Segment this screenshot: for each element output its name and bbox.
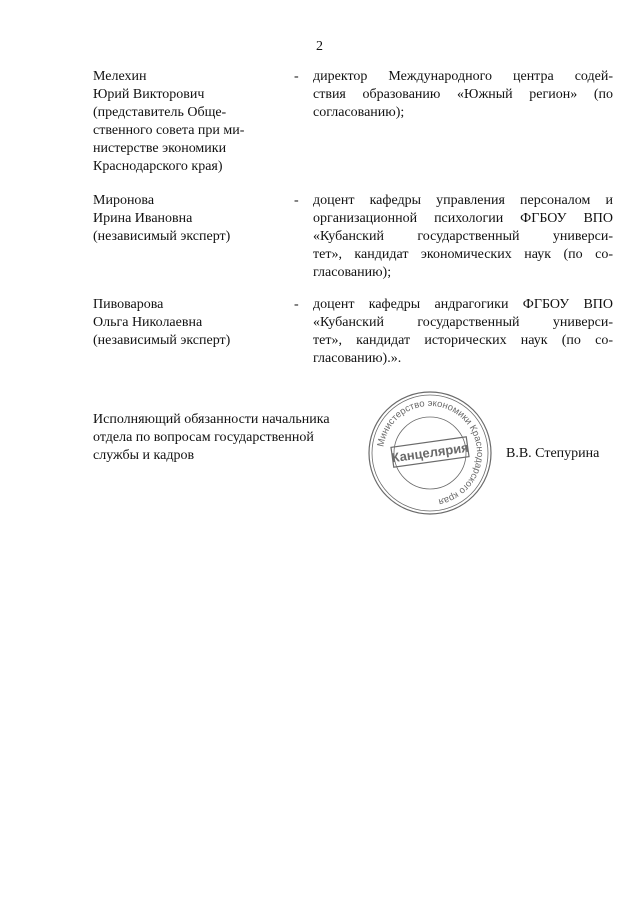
member-role-line: согласованию);: [313, 105, 405, 120]
member-role-line: «Кубанский государственный универси-: [313, 315, 613, 330]
signatory-position-line: службы и кадров: [93, 448, 195, 463]
member-name-line: Ольга Николаевна: [93, 315, 203, 330]
member-name-line: нистерстве экономики: [93, 141, 227, 156]
member-role-line: тет», кандидат исторических наук (по со-: [313, 333, 613, 348]
member-name-line: Ирина Ивановна: [93, 211, 193, 226]
separator-dash: -: [294, 297, 299, 312]
member-role-line: ствия образованию «Южный регион» (по: [313, 87, 613, 102]
office-stamp: [365, 388, 495, 518]
member-role-line: тет», кандидат экономических наук (по со-: [313, 247, 613, 262]
separator-dash: -: [294, 69, 299, 84]
member-role-block: [313, 192, 613, 282]
member-role-line: «Кубанский государственный универси-: [313, 229, 613, 244]
member-role-line: доцент кафедры управления персоналом и: [313, 193, 613, 208]
signatory-position: [93, 411, 373, 465]
signatory-position-line: Исполняющий обязанности начальника: [93, 412, 330, 427]
member-role-block: [313, 296, 613, 368]
member-name-line: (независимый эксперт): [93, 333, 231, 348]
member-name-block: [93, 68, 283, 176]
member-name-line: Краснодарского края): [93, 159, 223, 174]
page-number: 2: [316, 39, 323, 54]
member-name-block: [93, 192, 283, 246]
member-role-line: организационной психологии ФГБОУ ВПО: [313, 211, 613, 226]
member-role-line: директор Международного центра содей-: [313, 69, 613, 84]
member-role-line: доцент кафедры андрагогики ФГБОУ ВПО: [313, 297, 613, 312]
stamp-center-text: Канцелярия: [390, 439, 470, 466]
member-name-line: Мелехин: [93, 69, 147, 84]
member-name-line: Миронова: [93, 193, 155, 208]
separator-dash: -: [294, 193, 299, 208]
stamp-ring-text: Министерство экономики Краснодарского края: [375, 397, 486, 508]
signatory-position-line: отдела по вопросам государственной: [93, 430, 314, 445]
member-role-line: гласованию);: [313, 265, 392, 280]
member-name-line: Пивоварова: [93, 297, 164, 312]
member-name-line: (представитель Обще-: [93, 105, 227, 120]
member-role-block: [313, 68, 613, 122]
member-role-line: гласованию).».: [313, 351, 402, 366]
member-name-line: (независимый эксперт): [93, 229, 231, 244]
member-name-line: Юрий Викторович: [93, 87, 205, 102]
member-name-block: [93, 296, 283, 350]
member-name-line: ственного совета при ми-: [93, 123, 245, 138]
signatory-name: В.В. Степурина: [506, 446, 600, 461]
